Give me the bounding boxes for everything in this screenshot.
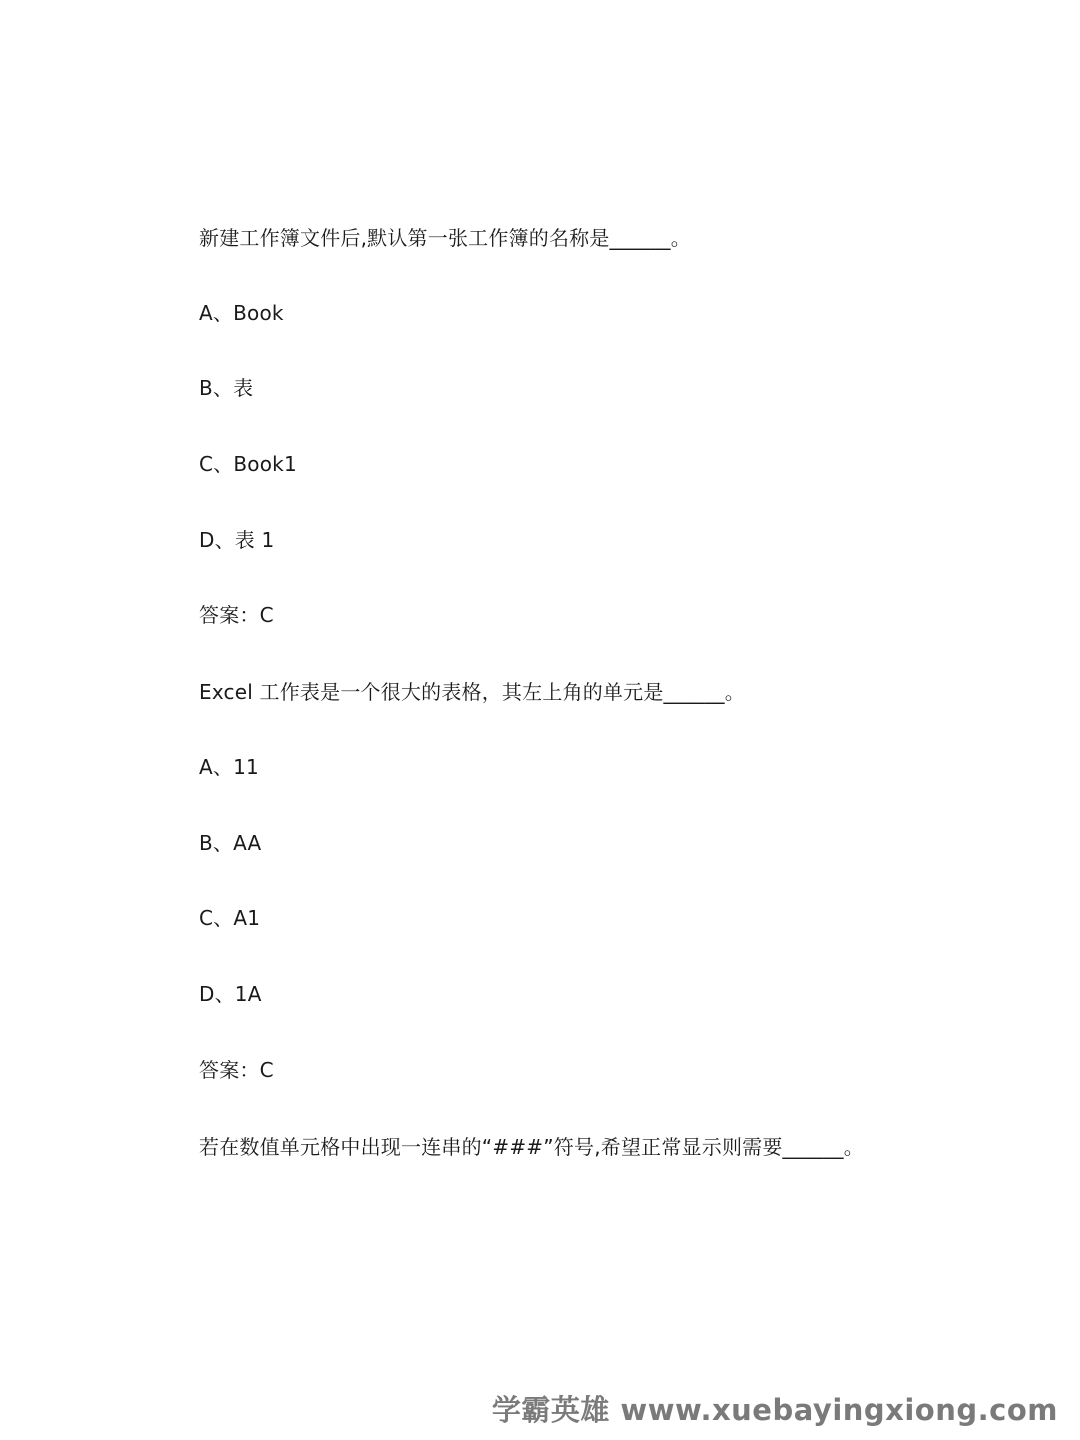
question-2-option-b: B、AA — [199, 831, 262, 855]
question-1-stem: 新建工作簿文件后,默认第一张工作簿的名称是______。 — [199, 226, 691, 250]
question-1-option-a: A、Book — [199, 301, 284, 325]
question-2-option-d: D、1A — [199, 982, 262, 1006]
question-2-stem: Excel 工作表是一个很大的表格，其左上角的单元是______。 — [199, 680, 745, 704]
question-1-option-c: C、Book1 — [199, 452, 297, 476]
question-1-answer: 答案：C — [199, 603, 274, 627]
question-2-option-a: A、11 — [199, 755, 259, 779]
site-watermark: 学霸英雄 www.xuebayingxiong.com — [491, 1393, 1058, 1427]
question-2-option-c: C、A1 — [199, 906, 261, 930]
question-2-answer: 答案：C — [199, 1058, 274, 1082]
question-1-option-d: D、表 1 — [199, 528, 275, 552]
question-1-option-b: B、表 — [199, 376, 254, 400]
question-3-stem: 若在数值单元格中出现一连串的“###”符号,希望正常显示则需要______。 — [199, 1135, 864, 1159]
